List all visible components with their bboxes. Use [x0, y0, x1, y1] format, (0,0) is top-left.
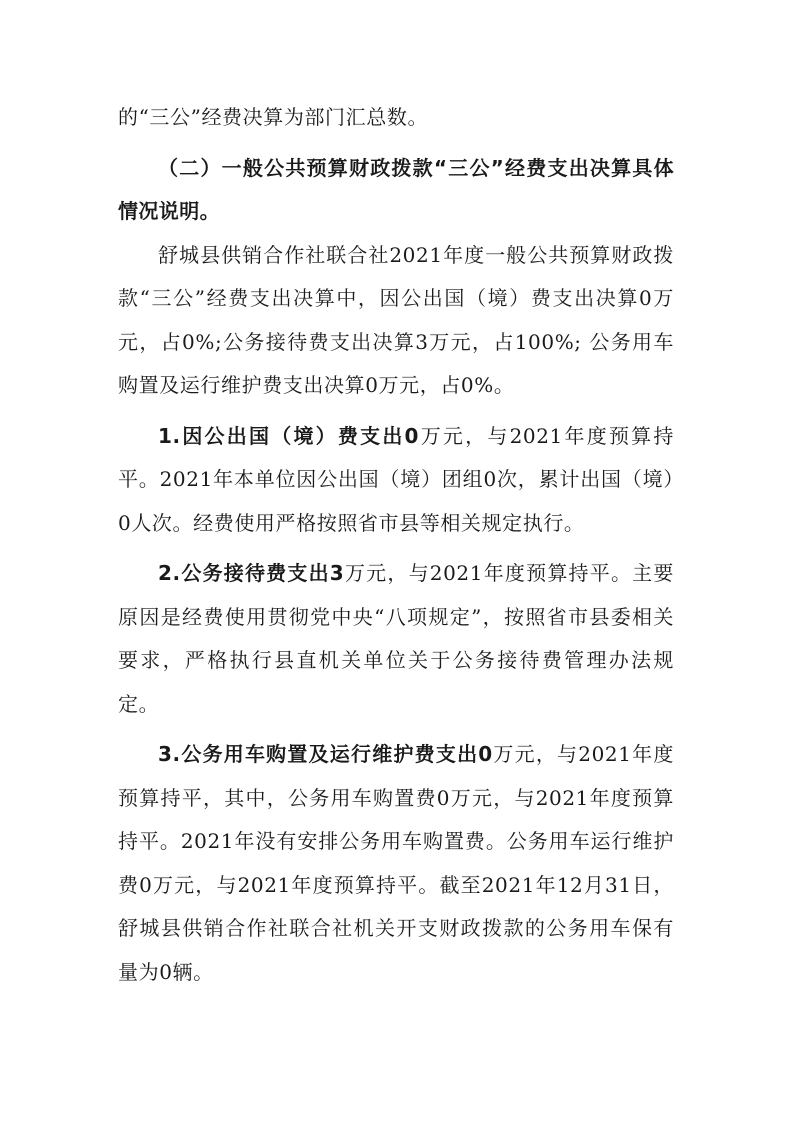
item-1-text: 万元，与2021年度预算持平。2021年本单位因公出国（境）团组0次，累计出国（境）0人次。经费使用严格按照省市县等相关规定执行。 — [118, 423, 674, 535]
item-3-text: 万元，与2021年度预算持平，其中，公务用车购置费0万元，与2021年度预算持平。2021年没有安排公务用车购置费。公务用车运行维护费0万元，与2021年度预算持平。截至2021年12月31日，舒城县供销合作社联合社机关开支财政拨款的公务用车保有量为0辆。 — [118, 742, 674, 984]
item-1-title: 1.因公出国（境）费支出0 — [158, 423, 420, 448]
summary-paragraph: 舒城县供销合作社联合社2021年度一般公共预算财政拨款“三公”经费支出决算中，因公出国（境）费支出决算0万元，占0%;公务接待费支出决算3万元，占100%; 公务用车购置及运行维护费支出决算0万元，占0%。 — [118, 242, 674, 397]
item-3-title: 3.公务用车购置及运行维护费支出0 — [158, 742, 493, 766]
item-2-text: 万元，与2021年度预算持平。主要原因是经费使用贯彻党中央“八项规定”，按照省市县委相关要求，严格执行县直机关单位关于公务接待费管理办法规定。 — [118, 561, 674, 716]
document-page — [118, 96, 674, 994]
section-heading: （二）一般公共预算财政拨款“三公”经费支出决算具体情况说明。 — [118, 155, 674, 223]
item-2-title: 2.公务接待费支出3 — [158, 561, 345, 585]
item-paragraph-2 — [118, 552, 674, 726]
item-paragraph-1 — [118, 415, 674, 546]
item-paragraph-3 — [118, 733, 674, 994]
intro-text: 的“三公”经费决算为部门汇总数。 — [118, 105, 429, 129]
